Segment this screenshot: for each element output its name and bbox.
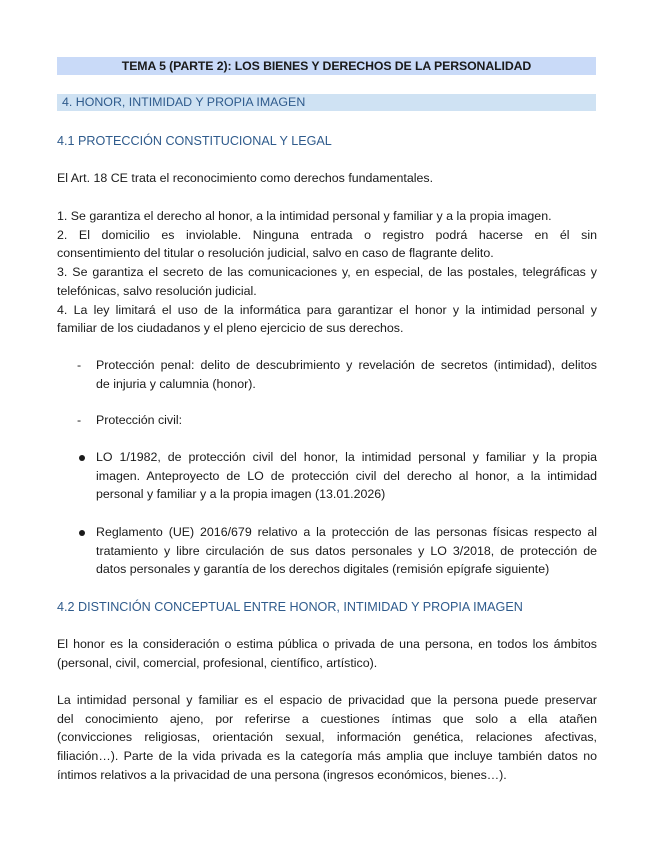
list-line: Protección civil:	[96, 413, 183, 427]
bullet-dot-icon	[79, 530, 85, 536]
intro-line: El Art. 18 CE trata el reconocimiento como derechos fundamentales.	[57, 171, 434, 185]
honor-paragraph	[57, 635, 597, 672]
article-line: 2. El domicilio es inviolable. Ninguna entrada o registro podrá hacerse en él sin	[57, 227, 597, 242]
paragraph-line: del conocimiento ajeno, por referirse a cuestiones íntimas que solo a ella atañen	[57, 711, 597, 726]
list-line: imagen. Anteproyecto de LO de protección civil del derecho al honor, a la intimidad	[96, 468, 597, 483]
article-line: 4. La ley limitará el uso de la informática para garantizar el honor y la intimidad personal y	[57, 302, 597, 317]
list-line: personal y familiar y a la propia imagen (13.01.2026)	[96, 487, 386, 502]
paragraph-line: (convicciones religiosas, orientación sexual, información genética, relaciones afectivas,	[57, 730, 597, 745]
document-title: TEMA 5 (PARTE 2): LOS BIENES Y DERECHOS DE LA PERSONALIDAD	[57, 57, 596, 75]
section-heading: 4. HONOR, INTIMIDAD Y PROPIA IMAGEN	[57, 94, 596, 111]
dash-marker: -	[77, 413, 82, 427]
paragraph-line: El honor es la consideración o estima pública o privada de una persona, en todos los ámbitos	[57, 637, 597, 651]
paragraph-line: La intimidad personal y familiar es el espacio de privacidad que la persona puede preservar	[57, 693, 597, 707]
dash-marker: -	[77, 358, 82, 372]
article-line: 1. Se garantiza el derecho al honor, a la intimidad personal y familiar y a la propia imagen.	[57, 209, 552, 223]
article-line: familiar de los ciudadanos y el pleno ejercicio de sus derechos.	[57, 321, 404, 336]
paragraph-line: (personal, civil, comercial, profesional, científico, artístico).	[57, 655, 378, 670]
subheading-4-2: 4.2 DISTINCIÓN CONCEPTUAL ENTRE HONOR, INTIMIDAD Y PROPIA IMAGEN	[57, 600, 523, 614]
paragraph-line: íntimos relativos a la privacidad de una persona (ingresos económicos, bienes…).	[57, 767, 507, 782]
dash-item-penal	[77, 356, 597, 393]
intro-paragraph	[57, 169, 597, 188]
article-18-text	[57, 207, 597, 338]
paragraph-line: filiación…). Parte de la vida privada es la categoría más amplia que incluye también datos no	[57, 749, 597, 764]
article-line: telefónicas, salvo resolución judicial.	[57, 283, 257, 298]
list-line: datos personales y garantía de los derechos digitales (remisión epígrafe siguiente)	[96, 562, 550, 577]
article-line: consentimiento del titular o resolución judicial, salvo en caso de flagrante delito.	[57, 246, 494, 261]
list-line: LO 1/1982, de protección civil del honor, la intimidad personal y familiar y la propia	[96, 450, 597, 464]
list-line: Reglamento (UE) 2016/679 relativo a la protección de las personas físicas respecto al	[96, 525, 597, 539]
list-line: de injuria y calumnia (honor).	[96, 376, 256, 391]
list-line: Protección penal: delito de descubrimiento y revelación de secretos (intimidad), delitos	[96, 358, 597, 372]
bullet-item-rgpd	[77, 523, 597, 579]
intimidad-paragraph	[57, 691, 597, 785]
list-line: tratamiento y libre circulación de sus datos personales y LO 3/2018, de protección de	[96, 543, 597, 558]
article-line: 3. Se garantiza el secreto de las comunicaciones y, en especial, de las postales, telegráficas y	[57, 265, 597, 280]
subheading-4-1: 4.1 PROTECCIÓN CONSTITUCIONAL Y LEGAL	[57, 134, 332, 148]
bullet-item-lo-1982	[77, 448, 597, 504]
dash-item-civil	[77, 411, 597, 430]
bullet-dot-icon	[79, 455, 85, 461]
